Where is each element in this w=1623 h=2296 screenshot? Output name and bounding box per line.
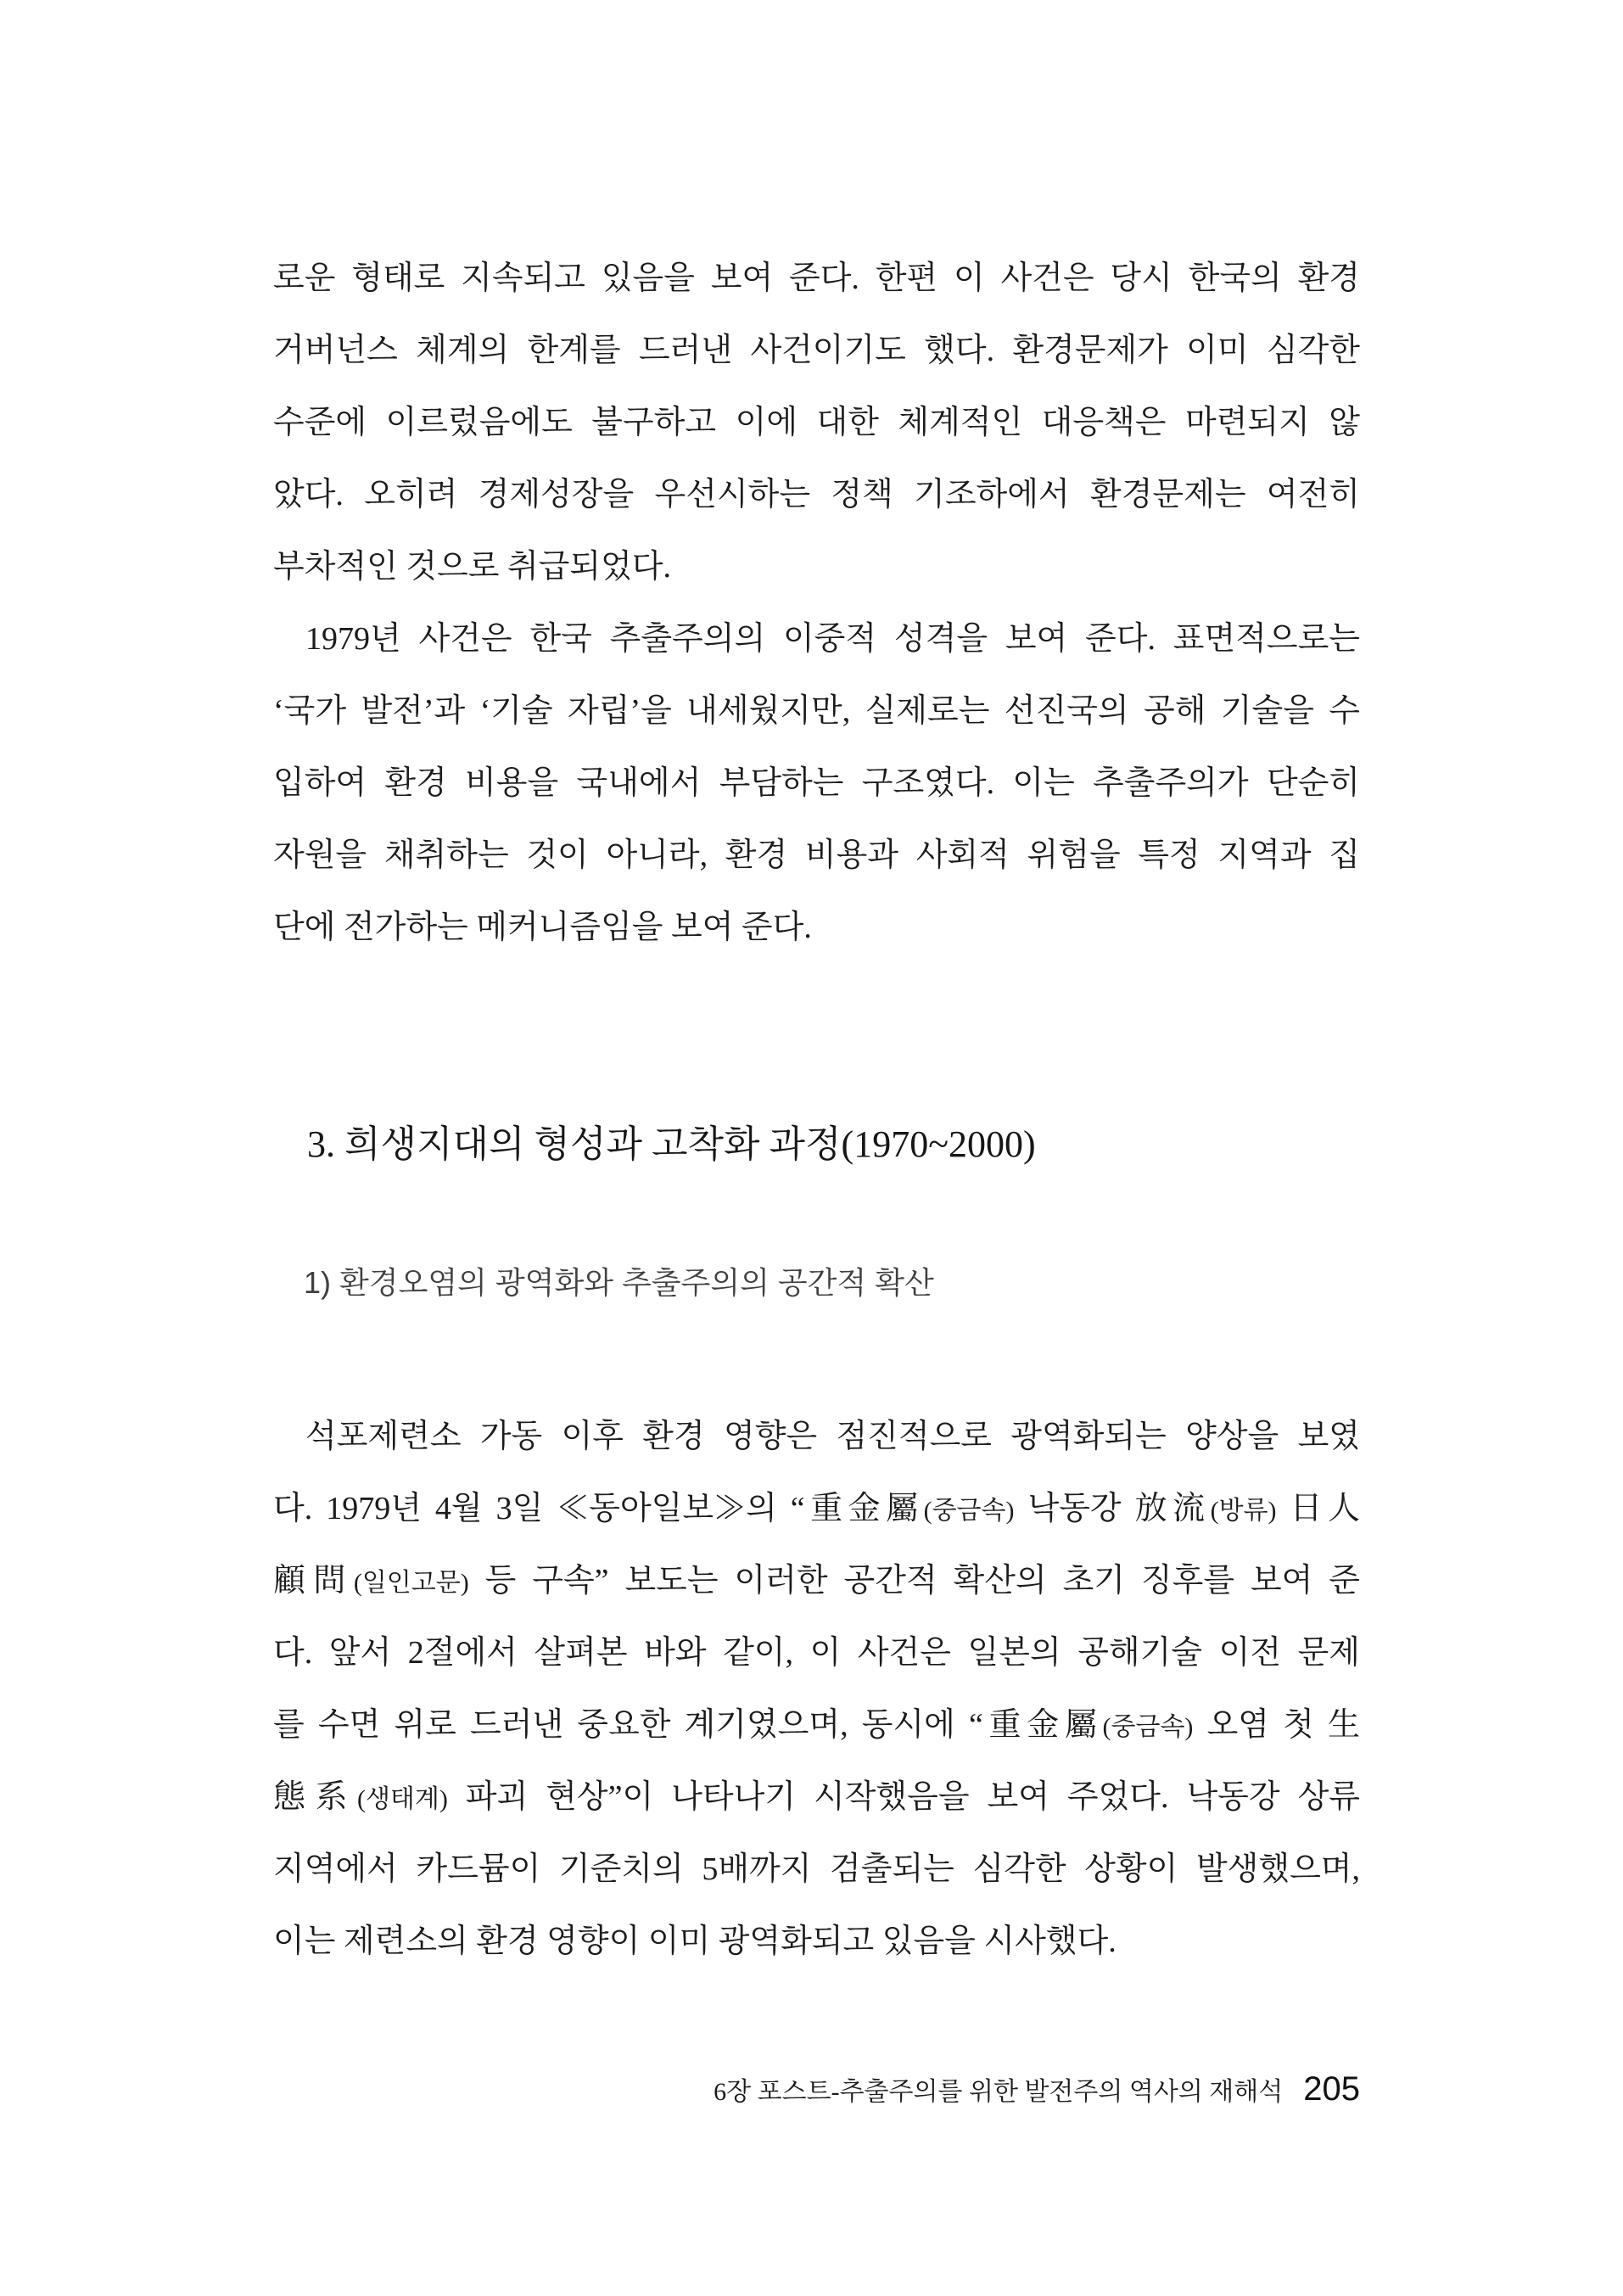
text-run: 등 구속” 보도는 이러한 공간적 확산의 초기 징후를 보여 준 <box>468 1563 1360 1599</box>
text-line: ‘국가 발전’과 ‘기술 자립’을 내세웠지만, 실제로는 선진국의 공해 기술을 수 <box>273 693 1360 729</box>
paragraph <box>273 243 1360 603</box>
parenthetical-gloss: (중금속) <box>1102 1713 1194 1741</box>
text-run: 다. 1979년 4월 3일 ≪동아일보≫의 “重金屬 <box>273 1491 924 1526</box>
text-line: 이는 제련소의 환경 영향이 이미 광역화되고 있음을 시사했다. <box>273 1924 1117 1959</box>
paragraph <box>273 1401 1360 1978</box>
text-line: 자원을 채취하는 것이 아니라, 환경 비용과 사회적 위험을 특정 지역과 집 <box>273 837 1360 873</box>
page-body <box>273 243 1360 1978</box>
page-number: 205 <box>1303 2070 1360 2108</box>
text-line <box>273 1761 1360 1834</box>
text-line: 수준에 이르렀음에도 불구하고 이에 대한 체계적인 대응책은 마련되지 않 <box>273 405 1360 440</box>
continued-paragraphs <box>273 243 1360 964</box>
text-line <box>273 1689 1360 1761</box>
parenthetical-gloss: (중금속) <box>923 1497 1015 1525</box>
parenthetical-gloss: (일인고문) <box>353 1569 469 1597</box>
text-line: 로운 형태로 지속되고 있음을 보여 준다. 한편 이 사건은 당시 한국의 환경 <box>273 260 1360 296</box>
paragraph <box>273 603 1360 964</box>
text-line <box>273 1473 1360 1545</box>
section-heading: 3. 희생지대의 형성과 고착화 과정(1970~2000) <box>307 1123 1036 1165</box>
text-line: 단에 전가하는 메커니즘임을 보여 준다. <box>273 910 812 945</box>
text-line <box>273 1545 1360 1617</box>
body-paragraphs <box>273 1401 1360 1978</box>
text-run: 顧問 <box>273 1563 354 1599</box>
parenthetical-gloss: (생태계) <box>356 1785 448 1813</box>
text-line: 1979년 사건은 한국 추출주의의 이중적 성격을 보여 준다. 표면적으로는 <box>305 621 1360 657</box>
text-run: 日人 <box>1276 1491 1360 1526</box>
text-run: 낙동강 放流 <box>1014 1491 1211 1526</box>
text-line: 다. 앞서 2절에서 살펴본 바와 같이, 이 사건은 일본의 공해기술 이전 문제 <box>273 1635 1360 1671</box>
text-line: 입하여 환경 비용을 국내에서 부담하는 구조였다. 이는 추출주의가 단순히 <box>273 765 1360 801</box>
text-line: 석포제련소 가동 이후 환경 영향은 점진적으로 광역화되는 양상을 보였 <box>305 1419 1360 1454</box>
text-run: 파괴 현상”이 나타나기 시작했음을 보여 주었다. 낙동강 상류 <box>447 1779 1360 1815</box>
text-line: 부차적인 것으로 취급되었다. <box>273 549 671 585</box>
subsection-heading: 1) 환경오염의 광역화와 추출주의의 공간적 확산 <box>304 1265 934 1300</box>
text-run: 態系 <box>273 1779 357 1815</box>
text-line: 거버넌스 체계의 한계를 드러낸 사건이기도 했다. 환경문제가 이미 심각한 <box>273 333 1360 368</box>
parenthetical-gloss: (방류) <box>1210 1497 1277 1525</box>
text-run: 오염 첫 生 <box>1193 1707 1361 1743</box>
text-run: 를 수면 위로 드러낸 중요한 계기였으며, 동시에 “重金屬 <box>273 1707 1103 1743</box>
running-title: 6장 포스트-추출주의를 위한 발전주의 역사의 재해석 <box>714 2078 1284 2106</box>
text-line: 지역에서 카드뮴이 기준치의 5배까지 검출되는 심각한 상황이 발생했으며, <box>273 1851 1360 1887</box>
page-footer <box>714 2064 1360 2118</box>
text-line: 았다. 오히려 경제성장을 우선시하는 정책 기조하에서 환경문제는 여전히 <box>273 477 1360 512</box>
